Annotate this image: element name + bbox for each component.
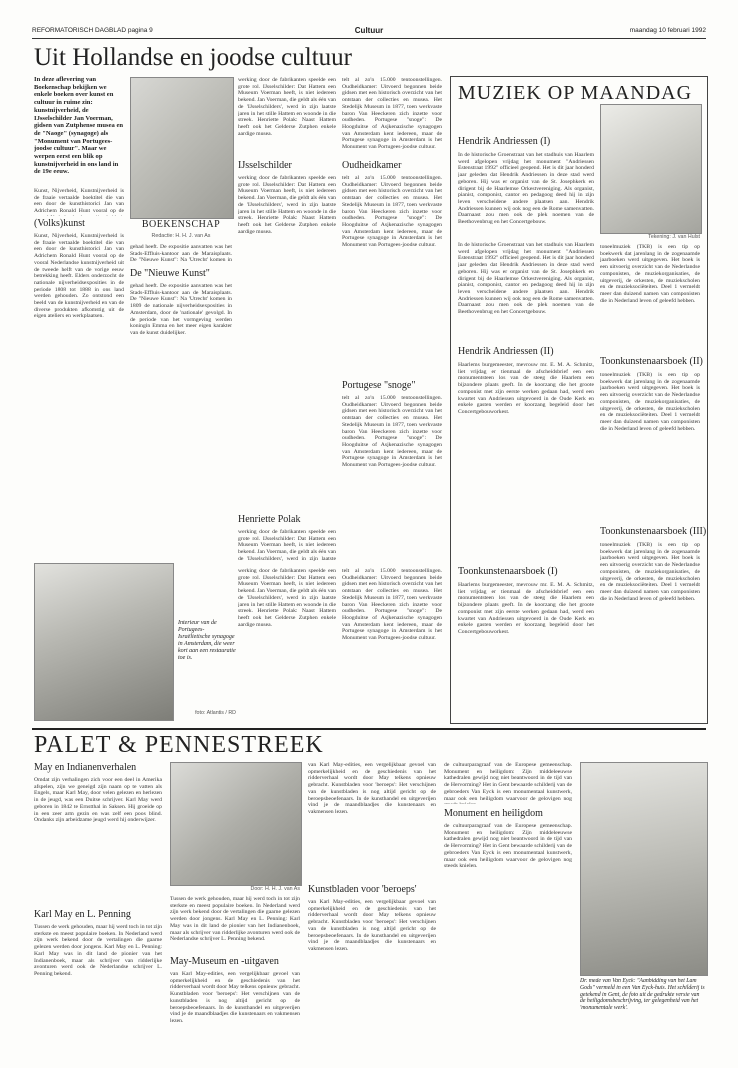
feature-column-1: Kunst, Nijverheid, Kunstnijverheid is de fraaie vertaalde boektitel die van een door de kunsthistorici Jan van Adrichem Ronald Hunt vooral op de vooral Nederlandse kunstnijverheid uit de tweede helft van de vorige eeuw betrekking heeft. Elders onderzocht de nationale nijverheidsexposities in de periode 1808 tot 1888 in ons land werden gehouden. Zo ontstond een beeld van de kunstnijverheid en van de diverse produkten afkomstig uit de eigen ateliers en werkplaatsen. — [34, 233, 124, 320]
palet-column-1b: Tussen de werk gehouden, maar hij werd toch in tot zijn sterkste en meest populaire boeken. In Nederland werd zijn werk bekend door de vertalingen die gaarne gelezen werden door jongens. Karl May en L. Penning: Karl May was in dit land de pionier van het Indianenboek, maar als schrijver van ridderlijke avonturen werd ook de Nederlandse schrijver L. Penning bekend. — [34, 924, 162, 977]
feature-column-3: werking door de fabrikanten speelde een grote rol. IJsselschilder: Dat Hattem een Museum Voerman heeft, is niet iedereen bekend. Jan Voerman, die geldt als één van de 'IJsselschilders', werd in zijn laatste jaren in het stille Hattem en woonde in die streek. Henriette Polak: Naast Hattem heeft ook het Gelderse Zutphen enkele aardige musea. — [238, 175, 336, 235]
boekenschap-credit: Redactie: H. H. J. van As — [151, 233, 211, 239]
muziek-title: MUZIEK OP MAANDAG — [458, 82, 693, 104]
feature-column-3a: werking door de fabrikanten speelde een grote rol. IJsselschilder: Dat Hattem een Museum Voerman heeft, is niet iedereen bekend. Jan Voerman, die geldt als één van de 'IJsselschilders', werd in zijn laatste jaren in het stille Hattem en woonde in die streek. Henriette Polak: Naast Hattem heeft ook het Gelderse Zutphen enkele aardige musea. — [238, 77, 336, 137]
muziek-column-2: Haarlems burgemeester, mevrouw mr. E. M. A. Schmitz, liet vrijdag er tienmaal de afscheidsbrief een een monumentsteen los van de steeg die Haarlem een bijzondere plaats geeft. In de koorzang die het groote componist met zijn eerste werken gedaan had, werd een kwartet van Andriessen uitgevoerd in de Oude Kerk en enkele gasten werden er koorzang begeleid door het Concertgebouworkest. — [458, 362, 594, 415]
lam-gods-photo — [580, 762, 708, 976]
muziek-column-2b: Haarlems burgemeester, mevrouw mr. E. M. A. Schmitz, liet vrijdag er tienmaal de afscheidsbrief een een monumentsteen los van de steeg die Haarlem een bijzondere plaats geeft. In de koorzang die het groote componist met zijn eerste werken gedaan had, werd een kwartet van Andriessen uitgevoerd in de Oude Kerk en enkele gasten werden er koorzang begeleid door het Concertgebouworkest. — [458, 582, 594, 635]
subhead-karl-may-penning: Karl May en L. Penning — [34, 909, 131, 920]
paper-name: REFORMATORISCH DAGBLAD pagina 9 — [32, 27, 153, 34]
subhead-toonkunstenaarsboek-3: Toonkunstenaarsboek (III) — [600, 526, 707, 537]
palet-column-4: de cultuurparagraaf van de Europese gemeenschap. Monument en heiligdom: Zijn middeleeuwse kathedralen gewijd nog niet beantwoord in de tijd van de Hervorming? Het in Gent bewaarde schilderij van de gebroeders Van Eyck is een monumentaal kunstwerk, maar ook een heiligdom waarvoor de gelovigen nog — [444, 762, 572, 802]
subhead-portugese-snoge: Portugese "snoge" — [342, 380, 416, 391]
subhead-kunstbladen: Kunstbladen voor 'beroeps' — [308, 884, 417, 895]
synagogue-photo — [34, 563, 174, 721]
palet-column-3b: van Karl May-edities, een vergelijkbaar gevoel van opmerkelijkheid en de geschiedenis van het ridderverhaal wordt door May telkens opnieuw gebracht. Kunstbladen voor 'beroeps': Het verschijnen van de kunstbladen is nog altijd gericht op de beroepsbeoefenaars. In de kunsthandel en uitgeverijen vind je de maandblaadjes die kunstenaars en vakmensen lezen. — [308, 899, 436, 952]
subhead-andriessen-2: Hendrik Andriessen (II) — [458, 346, 554, 357]
feature-column-2: gehad heeft. De expositie aanvatten was het Stads-Effluis-kantoor aan de Maraisplaats. De "Nieuwe Kunst": Na 'Utrecht' komen in 1809 de nationale nijverheidsexposities in Amsterdam, door de 'nationale' gevolgd. In de periode van het vormgeving werden koningin Emma en het meer eigen karakter van de kunst duidelijker. — [130, 283, 232, 336]
subhead-henriette-polak: Henriette Polak — [238, 514, 301, 525]
muziek-column-1a: In de historische Groenstraat van het stadhuis van Haarlem werd afgelopen vrijdag het monument "Andriessen Estenstraat 1992" officieel geopend. Het is dit jaar honderd jaar geleden dat Hendrik Andriessen in deze stad werd geboren. Hij was er organist van de St. Josephkerk en dirigent bij de Haarlemse Orkestvereniging. Als organist, pianist, componist, cantor en pedagoog deed hij in zijn leven verscheidene andere plaatsen aan. Hendrik Andriessen kunnen wij ook nog een de Rome samenvatten. Daarnaast zou men ook de plek noemen van de Beethovenbrug en het Concertgebouw. — [458, 152, 594, 226]
muziek-column-1: In de historische Groenstraat van het stadhuis van Haarlem werd afgelopen vrijdag het monument "Andriessen Estenstraat 1992" officieel geopend. Het is dit jaar honderd jaar geleden dat Hendrik Andriessen in deze stad werd geboren. Hij was er organist van de St. Josephkerk en dirigent bij de Haarlemse Orkestvereniging. Als organist, pianist, componist, cantor en pedagoog deed hij in zijn leven verscheidene andere plaatsen aan. Hendrik Andriessen kunnen wij ook nog een de Rome samenvatten. Daarnaast zou men ook de plek noemen van de Beethovenbrug en het Concertgebouw. — [458, 242, 594, 316]
palet-column-2: Tussen de werk gehouden, maar hij werd toch in tot zijn sterkste en meest populaire boeken. In Nederland werd zijn werk bekend door de vertalingen die gaarne gelezen werden door jongens. Karl May en L. Penning: Karl May was in dit land de pionier van het Indianenboek, maar als schrijver van ridderlijke avonturen werd ook de Nederlandse schrijver L. Penning bekend. — [170, 896, 300, 943]
subhead-may-indianen: May en Indianenverhalen — [34, 762, 137, 773]
synagogue-photo-credit: foto: Atlantis / RD — [195, 710, 236, 716]
feature-column-4b: telt al zo'n 15.000 tentoonstellingen. Oudheidkamer: Uitvoerd begonnen beide gidsen met een historisch overzicht van het ontstaan der collecties en musea. Het Stedelijk Museum in 1877, toen werkvaste baron Van Heeckeren zich inzette voor oudheden. Portugese "snoge": De Hoogduitse of Asjkenazische synagogen van Amsterdam kent iedereen, maar de Portugese synagoge in Amsterdam is het Monument van Portugees-joodse cultuur. — [342, 395, 442, 469]
lam-gods-caption: Dr. mede van Van Eyck: "Aanbidding van het Lam Gods" vermeld in een Van Eyck-huis. Het schilderij is getekend in Gent, de foto uit de gedrukte versie van de heiligdomsbeschrijving, ter gelegenheid van het 'monumentale werk'. — [580, 978, 705, 1012]
muziek-column-3b: toneelmuziek (TKB) is een tip op boekwerk dat jarenlang in de zogenaamde jaarboeken werd uitgegeven. Het boek is een uitvoerig overzicht van de Nederlandse componisten, de muziekorganisaties, de uitgeverij, de orkesten, de muziekscholen en de muzieksociëteiten. Deel 1 vermeldt meer dan duizend namen van componisten die in Nederland leven of geleefd hebben. — [600, 542, 700, 602]
boekenschap-label: BOEKENSCHAP — [141, 219, 221, 230]
section-name: Cultuur — [354, 26, 384, 35]
palet-title: PALET & PENNESTREEK — [34, 732, 324, 758]
palet-column-3: van Karl May-edities, een vergelijkbaar gevoel van opmerkelijkheid en de geschiedenis van het ridderverhaal wordt door May telkens opnieuw gebracht. Kunstbladen voor 'beroeps': Het verschijnen van de kunstbladen is nog altijd gericht op de beroepsbeoefenaars. In de kunsthandel en uitgeverijen vind je de maandblaadjes die kunstenaars en vakmensen lezen. — [308, 762, 436, 815]
feature-column-1a: Kunst, Nijverheid, Kunstnijverheid is de fraaie vertaalde boektitel die van een door de kunsthistorici Jan van Adrichem Ronald Hunt vooral op de — [34, 188, 124, 215]
karl-may-photo — [170, 762, 302, 886]
subhead-andriessen-1: Hendrik Andriessen (I) — [458, 136, 551, 147]
muziek-column-3a: toneelmuziek (TKB) is een tip op boekwerk dat jarenlang in de zogenaamde jaarboeken werd uitgegeven. Het boek is een uitvoerig overzicht van de Nederlandse componisten, de muziekorganisaties, de uitgeverij, de orkesten, de muziekscholen en de muzieksociëteiten. Deel 1 vermeldt meer dan duizend namen van componisten die in Nederland leven of geleefd hebben. — [600, 244, 700, 304]
feature-column-4: telt al zo'n 15.000 tentoonstellingen. Oudheidkamer: Uitvoerd begonnen beide gidsen met een historisch overzicht van het ontstaan der collecties en musea. Het Stedelijk Museum in 1877, toen werkvaste baron Van Heeckeren zich inzette voor oudheden. Portugese "snoge": De Hoogduitse of Asjkenazische synagogen van Amsterdam kent iedereen, maar de Portugese synagoge in Amsterdam is het Monument van Portugees-joodse cultuur. — [342, 175, 442, 249]
subhead-toonkunstenaarsboek-1: Toonkunstenaarsboek (I) — [458, 566, 558, 577]
feature-intro: In deze aflevering van Boekenschap bekijken we enkele boeken over kunst en cultuur in ruime zin: kunstnijverheid, de IJsselschilder Jan Voerman, gidsen van Zutphense musea en de "Naoge" (synagoge) als "Monument van Portugees-joodse cultuur". Maar we werpen eerst een blik op kunstnijverheid in ons land in de 19e eeuw. — [34, 76, 124, 176]
muziek-column-3: toneelmuziek (TKB) is een tip op boekwerk dat jarenlang in de zogenaamde jaarboeken werd uitgegeven. Het boek is een uitvoerig overzicht van de Nederlandse componisten, de muziekorganisaties, de uitgeverij, de orkesten, de muziekscholen en de muzieksociëteiten. Deel 1 vermeldt meer dan duizend namen van componisten die in Nederland leven of geleefd hebben. — [600, 372, 700, 432]
subhead-may-museum: May-Museum en -uitgaven — [170, 956, 279, 967]
synagogue-caption: Interieur van de Portugees-Israëlietische synagoge in Amsterdam, die weer kort aan een restauratie toe is. — [178, 620, 236, 661]
subhead-monument-heiligdom: Monument en heiligdom — [444, 808, 543, 819]
feature-column-4a: telt al zo'n 15.000 tentoonstellingen. Oudheidkamer: Uitvoerd begonnen beide gidsen met een historisch overzicht van het ontstaan der collecties en musea. Het Stedelijk Museum in 1877, toen werkvaste baron Van Heeckeren zich inzette voor oudheden. Portugese "snoge": De Hoogduitse of Asjkenazische synagogen van Amsterdam kent iedereen, maar de Portugese synagoge in Amsterdam is het Monument van Portugees-joodse cultuur. — [342, 77, 442, 151]
feature-column-3b: werking door de fabrikanten speelde een grote rol. IJsselschilder: Dat Hattem een Museum Voerman heeft, is niet iedereen bekend. Jan Voerman, die geldt als één van de 'IJsselschilders', werd in zijn laatste — [238, 529, 336, 562]
subhead-volkskunst: (Volks)kunst — [34, 218, 85, 229]
palet-column-1: Omdat zijn verhalingen zich voor een deel in Amerika afspelen, zijn we geneigd zijn naam op te vatten als Engels, maar Karl May, door velen gelezen en herlezen in de jeugd, was een Duitse schrijver. Karl May werd geboren in 1842 te Ernstthal in Saksen. Hij groeide op in een zeer arm gezin en was zelf een poos blind. Ondanks zijn arbeidzame jeugd werd hij onderwijzer. — [34, 777, 162, 824]
masthead — [32, 26, 706, 39]
feature-column-4c: telt al zo'n 15.000 tentoonstellingen. Oudheidkamer: Uitvoerd begonnen beide gidsen met een historisch overzicht van het ontstaan der collecties en musea. Het Stedelijk Museum in 1877, toen werkvaste baron Van Heeckeren zich inzette voor oudheden. Portugese "snoge": De Hoogduitse of Asjkenazische synagogen van Amsterdam kent iedereen, maar de Portugese synagoge in Amsterdam is het Monument van Portugees-joodse cultuur. — [342, 568, 442, 642]
palet-column-4b: de cultuurparagraaf van de Europese gemeenschap. Monument en heiligdom: Zijn middeleeuwse kathedralen gewijd nog niet beantwoord in de tijd van de Hervorming? Het in Gent bewaarde schilderij van de gebroeders Van Eyck is een monumentaal kunstwerk, maar ook een heiligdom waarvoor de gelovigen nog steeds knielen. — [444, 823, 572, 870]
portrait-caption: Tekening: J. van Hulst — [648, 234, 700, 240]
feature-column-3c: werking door de fabrikanten speelde een grote rol. IJsselschilder: Dat Hattem een Museum Voerman heeft, is niet iedereen bekend. Jan Voerman, die geldt als één van de 'IJsselschilders', werd in zijn laatste jaren in het stille Hattem en woonde in die streek. Henriette Polak: Naast Hattem heeft ook het Gelderse Zutphen enkele aardige musea. — [238, 568, 336, 628]
feature-headline: Uit Hollandse en joodse cultuur — [34, 44, 352, 71]
subhead-nieuwe-kunst: De "Nieuwe Kunst" — [130, 268, 210, 279]
section-divider — [32, 728, 706, 730]
subhead-ijsselschilder: IJsselschilder — [238, 160, 292, 171]
composer-portrait — [600, 104, 702, 234]
subhead-toonkunstenaarsboek-2: Toonkunstenaarsboek (II) — [600, 356, 703, 367]
issue-date: maandag 10 februari 1992 — [629, 27, 706, 34]
books-photo — [130, 77, 234, 219]
karl-may-photo-caption: Door: H. H. J. van As — [250, 886, 300, 892]
palet-column-2b: van Karl May-edities, een vergelijkbaar gevoel van opmerkelijkheid en de geschiedenis van het ridderverhaal wordt door May telkens opnieuw gebracht. Kunstbladen voor 'beroeps': Het verschijnen van de kunstbladen is nog altijd gericht op de beroepsbeoefenaars. In de kunsthandel en uitgeverijen vind je de maandblaadjes die kunstenaars en vakmensen lezen. — [170, 971, 300, 1024]
feature-column-2a: gehad heeft. De expositie aanvatten was het Stads-Effluis-kantoor aan de Maraisplaats. De "Nieuwe Kunst": Na 'Utrecht' komen in — [130, 244, 232, 264]
subhead-oudheidkamer: Oudheidkamer — [342, 160, 402, 171]
